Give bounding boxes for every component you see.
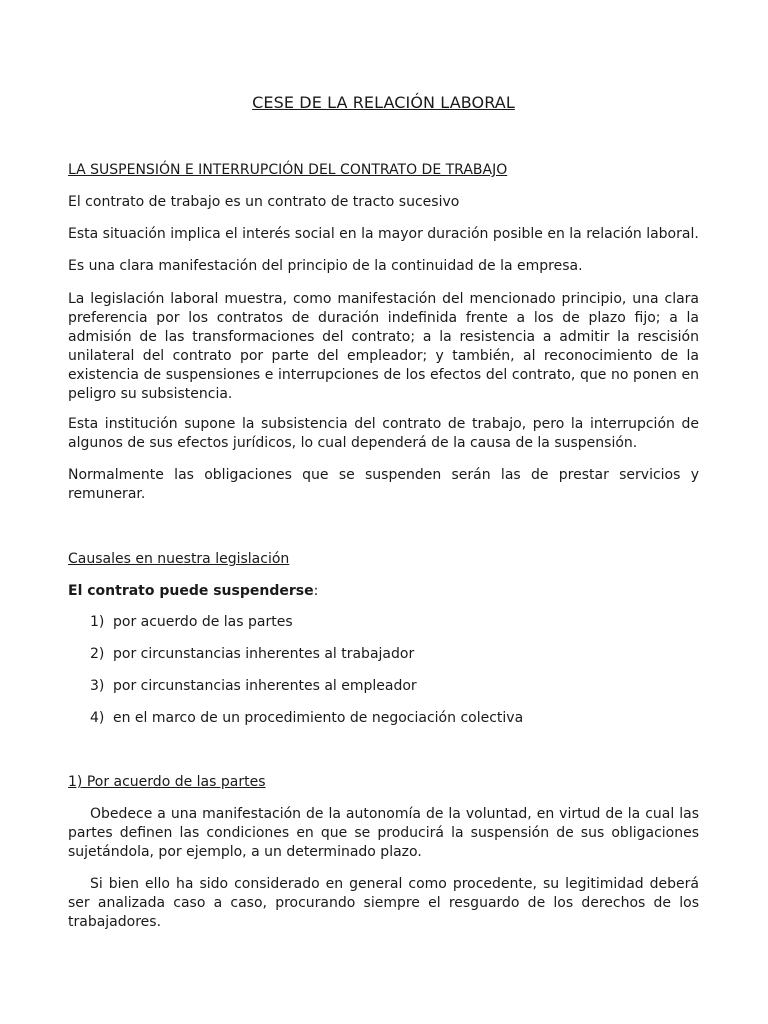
- list-item: [90, 709, 523, 728]
- list-item-number: 3): [90, 678, 105, 694]
- lead-sentence: [68, 582, 699, 601]
- list-item: [90, 677, 417, 696]
- list-item-text: en el marco de un procedimiento de negociación colectiva: [113, 710, 524, 726]
- paragraph-continuidad: Es una clara manifestación del principio de la continuidad de la empresa.: [68, 258, 583, 274]
- paragraph-institucion: Esta institución supone la subsistencia del contrato de trabajo, pero la interrupción de algunos de sus efectos jurídicos, lo cual dependerá de la causa de la suspensión.: [68, 416, 699, 451]
- list-item-text: por circunstancias inherentes al empleador: [113, 678, 417, 694]
- paragraph-interes-social: Esta situación implica el interés social en la mayor duración posible en la relación laboral.: [68, 226, 699, 242]
- list-item-number: 4): [90, 710, 105, 726]
- paragraph-legislacion-laboral: La legislación laboral muestra, como manifestación del mencionado principio, una clara preferencia por los contratos de duración indefinida frente a los de plazo fijo; a la admisión de las transformaciones del contrato; a la resistencia a admitir la rescisión unilateral del contrato por parte del empleador; y también, al reconocimiento de la existencia de suspensiones e interrupciones de los efectos del contrato, que no ponen en peligro su subsistencia.: [68, 291, 699, 402]
- paragraph-obligaciones: Normalmente las obligaciones que se suspenden serán las de prestar servicios y remunerar.: [68, 467, 699, 502]
- section-heading-suspension: LA SUSPENSIÓN E INTERRUPCIÓN DEL CONTRATO DE TRABAJO: [68, 162, 508, 178]
- section-heading-acuerdo: 1) Por acuerdo de las partes: [68, 774, 266, 790]
- lead-bold-text: El contrato puede suspenderse: [68, 583, 314, 599]
- document-title: CESE DE LA RELACIÓN LABORAL: [252, 93, 515, 112]
- list-item: [90, 613, 293, 632]
- paragraph-legitimidad: Si bien ello ha sido considerado en general como procedente, su legitimidad deberá ser analizada caso a caso, procurando siempre el resguardo de los derechos de los trabajadores.: [68, 876, 699, 930]
- paragraph-autonomia: Obedece a una manifestación de la autonomía de la voluntad, en virtud de la cual las partes definen las condiciones en que se producirá la suspensión de sus obligaciones sujetándola, por ejemplo, a un determinado plazo.: [68, 806, 699, 860]
- paragraph-tracto-sucesivo: El contrato de trabajo es un contrato de tracto sucesivo: [68, 194, 460, 210]
- document-page: [68, 0, 699, 1024]
- lead-colon: :: [313, 583, 319, 599]
- list-item-text: por acuerdo de las partes: [113, 614, 293, 630]
- list-item: [90, 645, 414, 664]
- list-item-text: por circunstancias inherentes al trabajador: [113, 646, 415, 662]
- section-heading-causales: Causales en nuestra legislación: [68, 551, 290, 567]
- list-item-number: 1): [90, 614, 105, 630]
- list-item-number: 2): [90, 646, 105, 662]
